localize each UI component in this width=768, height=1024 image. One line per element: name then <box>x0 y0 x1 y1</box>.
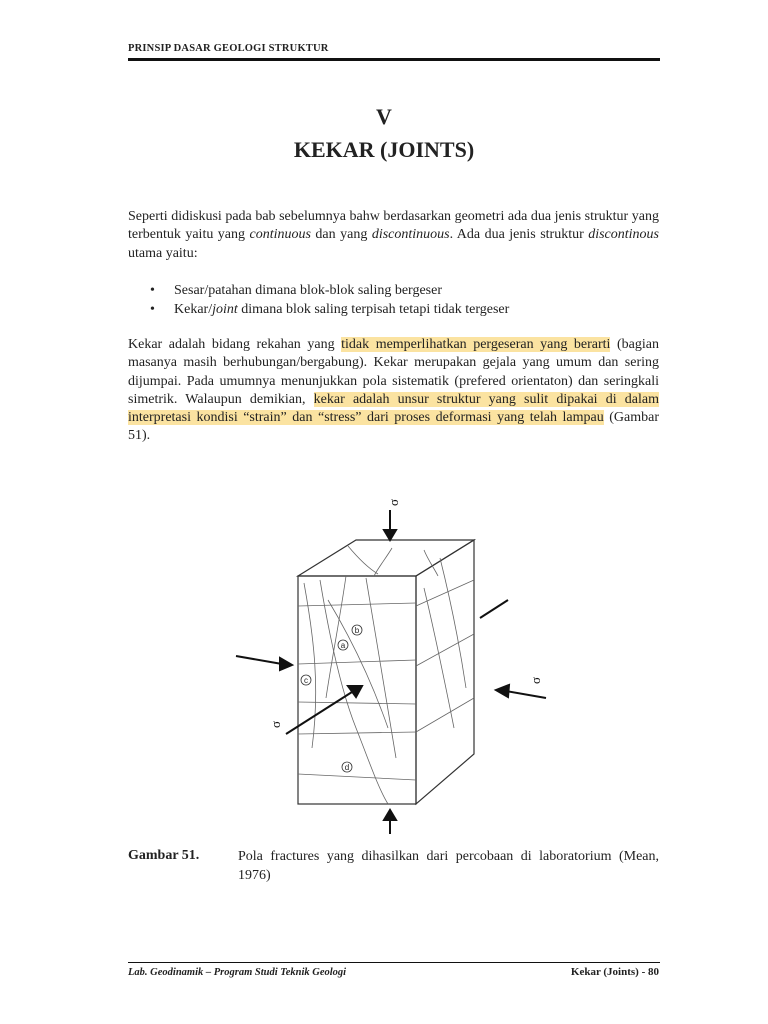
fracture-label-b: b <box>354 626 360 635</box>
sigma-label-top: σ <box>386 498 401 506</box>
bullet-icon: • <box>150 301 155 317</box>
chapter-title: KEKAR (JOINTS) <box>293 137 475 162</box>
footer-rule <box>128 962 660 963</box>
fracture-label-d: d <box>344 763 350 772</box>
sigma-label-right: σ <box>528 676 543 684</box>
fracture-label-c: c <box>304 676 308 685</box>
figure-joint-block <box>228 488 568 843</box>
joint-block-diagram <box>228 488 568 838</box>
block-top-face <box>298 540 474 576</box>
sigma-label-left: σ <box>268 720 283 728</box>
footer-page-number: Kekar (Joints) - 80 <box>570 966 659 978</box>
intro-paragraph: Seperti didiskusi pada bab sebelumnya bahw berdasarkan geometri ada dua jenis struktur yang terbentuk yaitu yang continuous dan yang discontinuous. Ada dua jenis struktur discontinous utama yaitu: <box>128 209 659 261</box>
definition-paragraph: Kekar adalah bidang rekahan yang tidak memperlihatkan pergeseran yang berarti (bagian masanya masih berhubungan/bergabung). Kekar merupakan gejala yang umum dan sering dijumpai. Pada umumnya menunjukkan pola sistematik (prefered orientaton) dan seringkali simetrik. Walaupun demikian, kekar adalah unsur struktur yang sulit dipakai di dalam interpretasi kondisi “strain” dan “stress” dari proses deformasi yang telah lampau (Gambar 51). <box>128 337 659 444</box>
figure-caption-label: Gambar 51. <box>128 848 200 863</box>
chapter-number: V <box>376 104 392 129</box>
list-item: • Sesar/patahan dimana blok-blok saling bergeser <box>150 282 650 301</box>
structure-type-list <box>150 282 650 319</box>
header-rule <box>128 58 660 61</box>
highlight: tidak memperlihatkan pergeseran yang berarti <box>341 337 611 352</box>
highlight: kekar adalah unsur struktur yang sulit dipakai di dalam interpretasi kondisi “strain” dan “stress” dari proses deformasi yang telah lampau <box>128 391 659 426</box>
running-header: PRINSIP DASAR GEOLOGI STRUKTUR <box>128 43 329 54</box>
figure-caption-text: Pola fractures yang dihasilkan dari percobaan di laboratorium (Mean, 1976) <box>238 849 659 883</box>
stress-arrows <box>236 510 546 834</box>
fracture-label-markers <box>301 625 362 772</box>
fracture-label-a: a <box>340 641 346 650</box>
list-item: • Kekar/joint dimana blok saling terpisah tetapi tidak tergeser <box>150 301 650 320</box>
footer-lab-name: Lab. Geodinamik – Program Studi Teknik Geologi <box>128 967 347 978</box>
fracture-lines <box>298 546 474 804</box>
bullet-icon: • <box>150 283 155 298</box>
